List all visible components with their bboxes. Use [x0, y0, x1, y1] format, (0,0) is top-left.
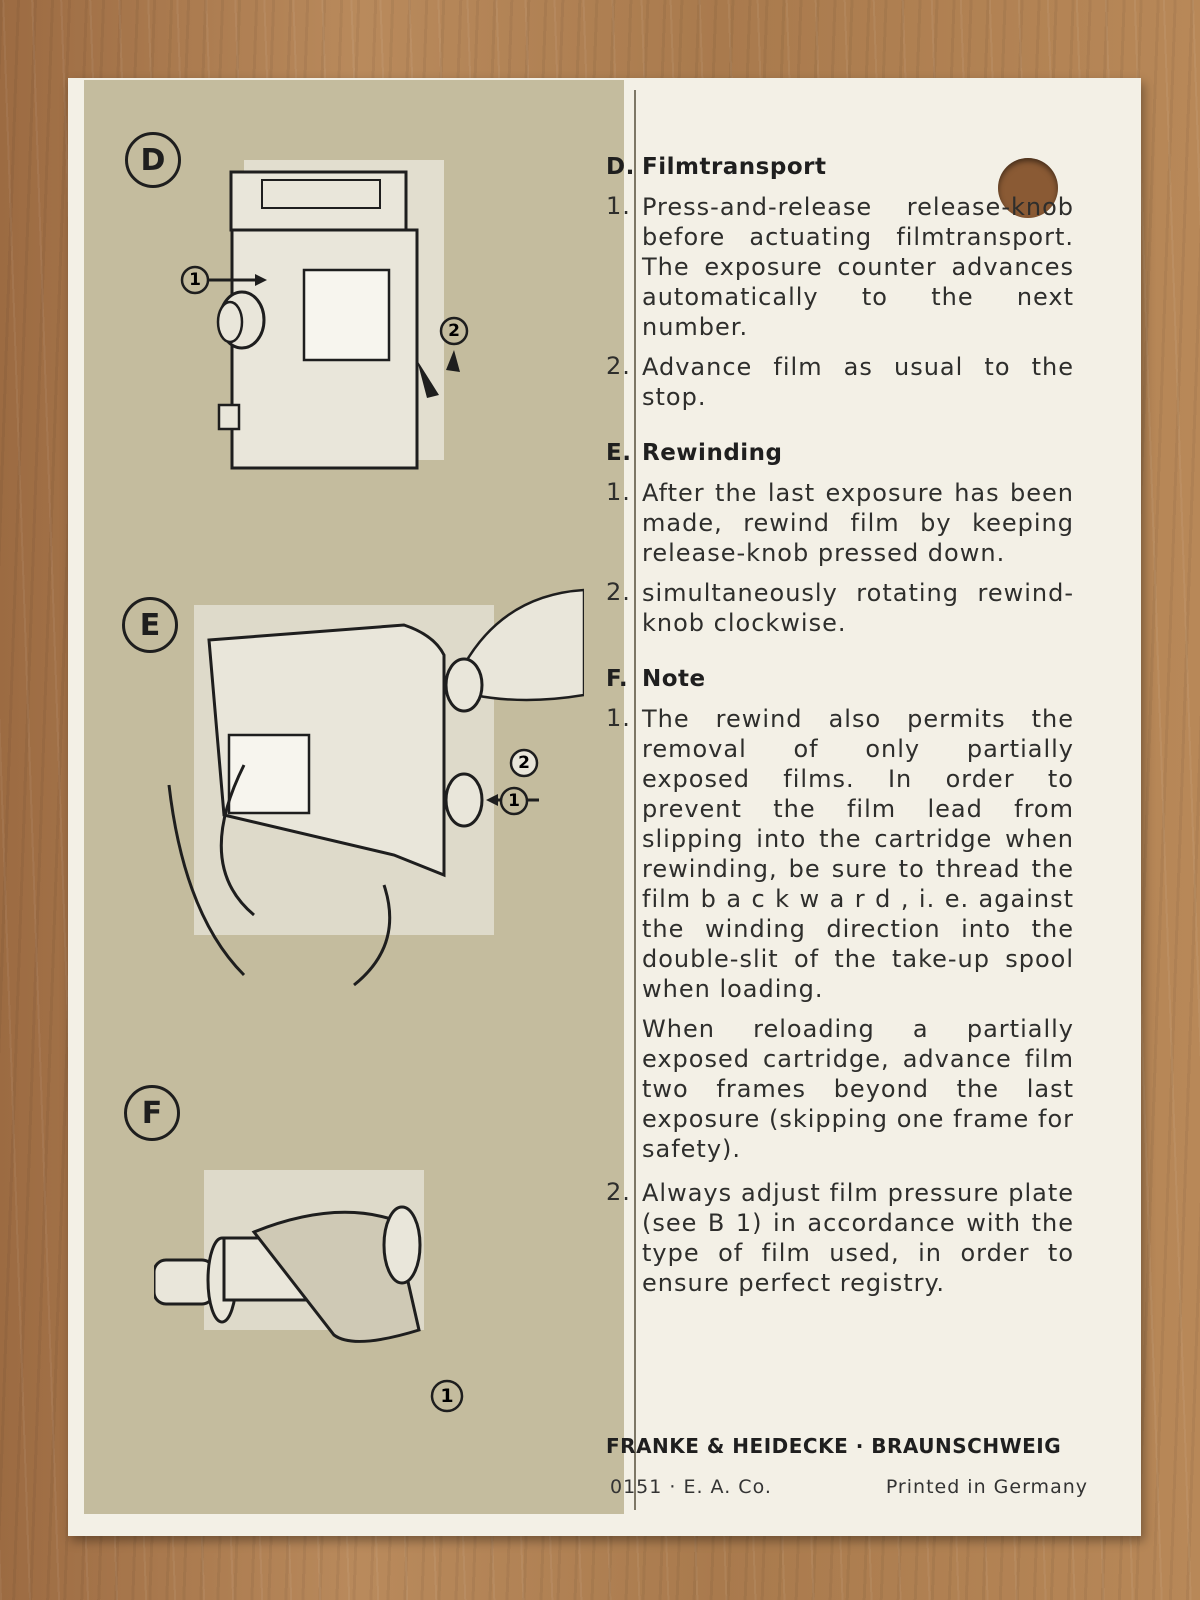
item-text: After the last exposure has been made, rewind film by keeping release-knob pressed down.: [642, 479, 1074, 567]
section-title: Note: [642, 666, 706, 692]
item-text: Advance film as usual to the stop.: [642, 353, 1074, 411]
instructions-column: [606, 154, 1074, 1326]
item-text: Press-and-release release-knob before actuating filmtransport. The exposure counter advances automatically to the next number.: [642, 193, 1074, 341]
callout-number-1: 1: [189, 270, 201, 290]
callout-number-e-2: 2: [518, 753, 530, 773]
list-item: [606, 478, 1074, 568]
item-number: 1.: [606, 478, 631, 506]
section-title: Rewinding: [642, 440, 783, 466]
item-number: 2.: [606, 578, 631, 606]
list-item: [606, 1178, 1074, 1298]
item-number: 1.: [606, 704, 631, 732]
list-item: [606, 192, 1074, 342]
instruction-sheet: [68, 78, 1141, 1536]
item-number: 2.: [606, 1178, 631, 1206]
print-code: 0151 · E. A. Co.: [610, 1476, 772, 1498]
section-title: Filmtransport: [642, 154, 827, 180]
item-text: simultaneously rotating rewind-knob clockwise.: [642, 579, 1074, 637]
item-number: 2.: [606, 352, 631, 380]
callout-number-f-1: 1: [440, 1385, 454, 1407]
section-letter: F.: [606, 666, 629, 692]
section-e-label: E: [122, 597, 178, 653]
list-item: [606, 578, 1074, 638]
note-paragraph: When reloading a partially exposed cartridge, advance film two frames beyond the last exposure (skipping one frame for safety).: [642, 1015, 1074, 1163]
section-heading: [606, 154, 1074, 180]
take-up-spool-illustration: [154, 1160, 454, 1350]
section-letter: D.: [606, 154, 635, 180]
publisher-line: FRANKE & HEIDECKE · BRAUNSCHWEIG: [606, 1434, 1062, 1458]
section-filmtransport: [606, 154, 1074, 412]
camera-filmtransport-illustration: [154, 140, 484, 480]
section-letter: E.: [606, 440, 632, 466]
section-rewinding: [606, 440, 1074, 638]
imprint-line: [610, 1476, 1088, 1498]
list-item: [606, 352, 1074, 412]
section-f-label: F: [124, 1085, 180, 1141]
list-item: [606, 704, 1074, 1004]
item-text: Always adjust film pressure plate (see B 1) in accordance with the type of film used, in order to ensure perfect registry.: [642, 1179, 1074, 1297]
item-number: 1.: [606, 192, 631, 220]
section-d-label: D: [125, 132, 181, 188]
printed-in: Printed in Germany: [885, 1476, 1088, 1498]
callout-number-2: 2: [448, 321, 460, 341]
section-heading: [606, 666, 1074, 692]
illustration-panel: [84, 80, 624, 1514]
section-note: [606, 666, 1074, 1298]
item-text: The rewind also permits the removal of only partially exposed films. In order to prevent the film lead from slipping into the cartridge when rewinding, be sure to thread the film b a c k w a r d , i. e. against the winding direction into the double-slit of the take-up spool when loading.: [642, 705, 1074, 1003]
callout-number-e-1: 1: [508, 791, 520, 811]
section-heading: [606, 440, 1074, 466]
